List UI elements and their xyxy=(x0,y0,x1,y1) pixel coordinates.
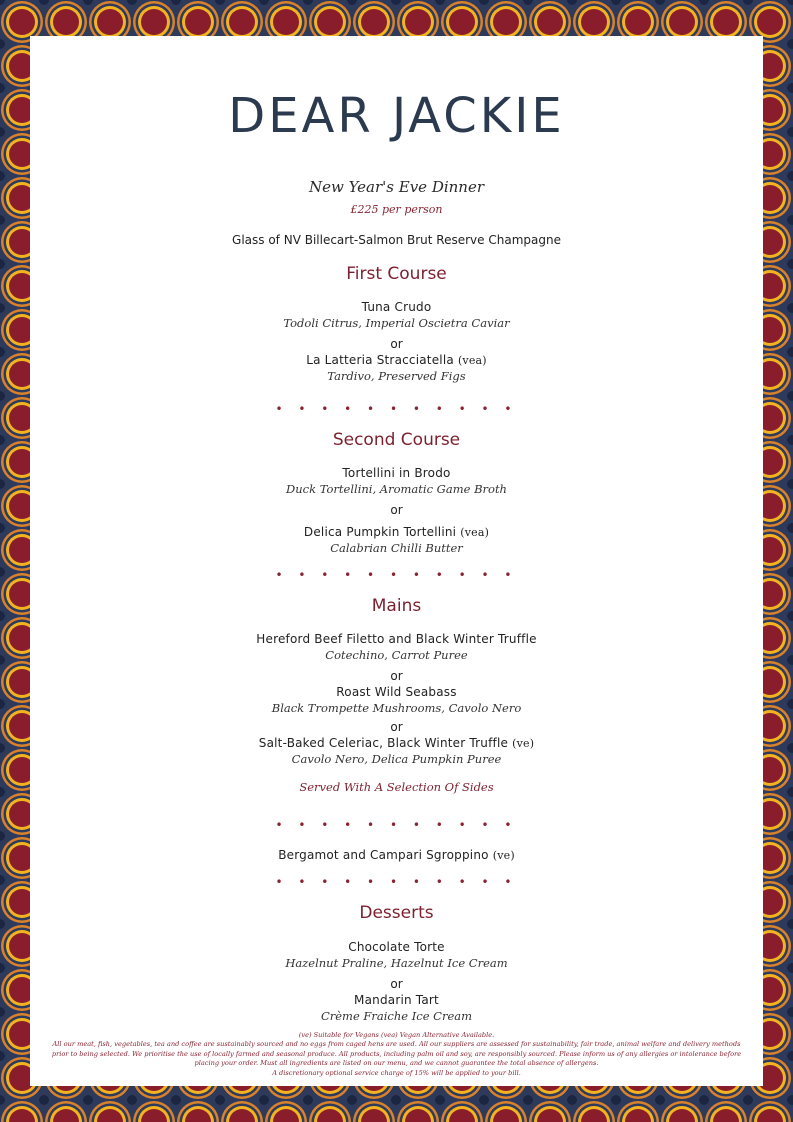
desserts-dish-2-desc: Crème Fraiche Ice Cream xyxy=(320,1009,473,1023)
mains-or-2: or xyxy=(390,720,403,734)
separator: • • • • • • • • • • • xyxy=(275,818,518,832)
first-course-dish-2 xyxy=(30,353,763,367)
desserts-heading: Desserts xyxy=(359,903,434,923)
desserts-dish-2: Mandarin Tart xyxy=(354,993,439,1007)
second-course-dish-1: Tortellini in Brodo xyxy=(342,466,451,480)
mains-sides-note: Served With A Selection Of Sides xyxy=(299,780,494,794)
second-course-dish-1-desc: Duck Tortellini, Aromatic Game Broth xyxy=(286,482,507,496)
event-title: New Year's Eve Dinner xyxy=(308,178,485,196)
mains-dish-3-tag: (ve) xyxy=(512,737,535,750)
mains-dish-1: Hereford Beef Filetto and Black Winter Truffle xyxy=(256,632,537,646)
menu-page xyxy=(30,36,763,1086)
restaurant-name: DEAR JACKIE xyxy=(228,88,565,144)
footer-notes xyxy=(48,1031,745,1078)
mains-dish-3 xyxy=(30,736,763,750)
first-course-dish-1-desc: Todoli Citrus, Imperial Oscietra Caviar xyxy=(283,316,510,330)
first-course-dish-2-desc: Tardivo, Preserved Figs xyxy=(327,369,466,383)
first-course-dish-1: Tuna Crudo xyxy=(361,300,432,314)
first-course-dish-2-tag: (vea) xyxy=(457,354,487,367)
separator: • • • • • • • • • • • xyxy=(275,568,518,582)
mains-dish-2-desc: Black Trompette Mushrooms, Cavolo Nero xyxy=(271,701,522,715)
mains-dish-3-name: Salt-Baked Celeriac, Black Winter Truffle xyxy=(258,736,509,750)
second-course-dish-2-tag: (vea) xyxy=(460,526,490,539)
mains-dish-1-desc: Cotechino, Carrot Puree xyxy=(325,648,468,662)
desserts-or: or xyxy=(390,977,403,991)
second-course-dish-2-name: Delica Pumpkin Tortellini xyxy=(303,525,457,539)
first-course-dish-2-name: La Latteria Stracciatella xyxy=(306,353,454,367)
desserts-dish-1-desc: Hazelnut Praline, Hazelnut Ice Cream xyxy=(285,956,508,970)
mains-dish-3-desc: Cavolo Nero, Delica Pumpkin Puree xyxy=(291,752,502,766)
palate-cleanser xyxy=(30,848,763,862)
second-course-or: or xyxy=(390,503,403,517)
mains-heading: Mains xyxy=(371,596,422,616)
palate-cleanser-tag: (ve) xyxy=(492,849,515,862)
second-course-heading: Second Course xyxy=(332,430,461,450)
first-course-or: or xyxy=(390,337,403,351)
welcome-drink: Glass of NV Billecart-Salmon Brut Reserve Champagne xyxy=(232,233,561,247)
desserts-dish-1: Chocolate Torte xyxy=(348,940,445,954)
mains-or-1: or xyxy=(390,669,403,683)
first-course-heading: First Course xyxy=(346,264,447,284)
event-price: £225 per person xyxy=(350,203,443,216)
separator: • • • • • • • • • • • xyxy=(275,402,518,416)
palate-cleanser-name: Bergamot and Campari Sgroppino xyxy=(278,848,489,862)
second-course-dish-2 xyxy=(30,525,763,539)
second-course-dish-2-desc: Calabrian Chilli Butter xyxy=(330,541,463,555)
separator: • • • • • • • • • • • xyxy=(275,875,518,889)
mains-dish-2: Roast Wild Seabass xyxy=(336,685,457,699)
footer-service-charge: A discretionary optional service charge of 15% will be applied to your bill. xyxy=(272,1068,521,1077)
footer-dietary-key: (ve) Suitable for Vegans (vea) Vegan Alternative Available. xyxy=(298,1031,495,1039)
footer-sourcing-statement: All our meat, fish, vegetables, tea and coffee are sustainably sourced and no eggs from caged hens are used. All our suppliers are assessed for sustainability, fair trade, animal welfare and delivery methods prior to being selected. We prioritise the use of locally farmed and seasonal produce. All products, including palm oil and soy, are responsibly sourced. Please inform us of any allergies or intolerance before placing your order. Must all ingredients are listed on our menu, and we cannot guarantee the total absence of allergens. xyxy=(51,1040,742,1068)
